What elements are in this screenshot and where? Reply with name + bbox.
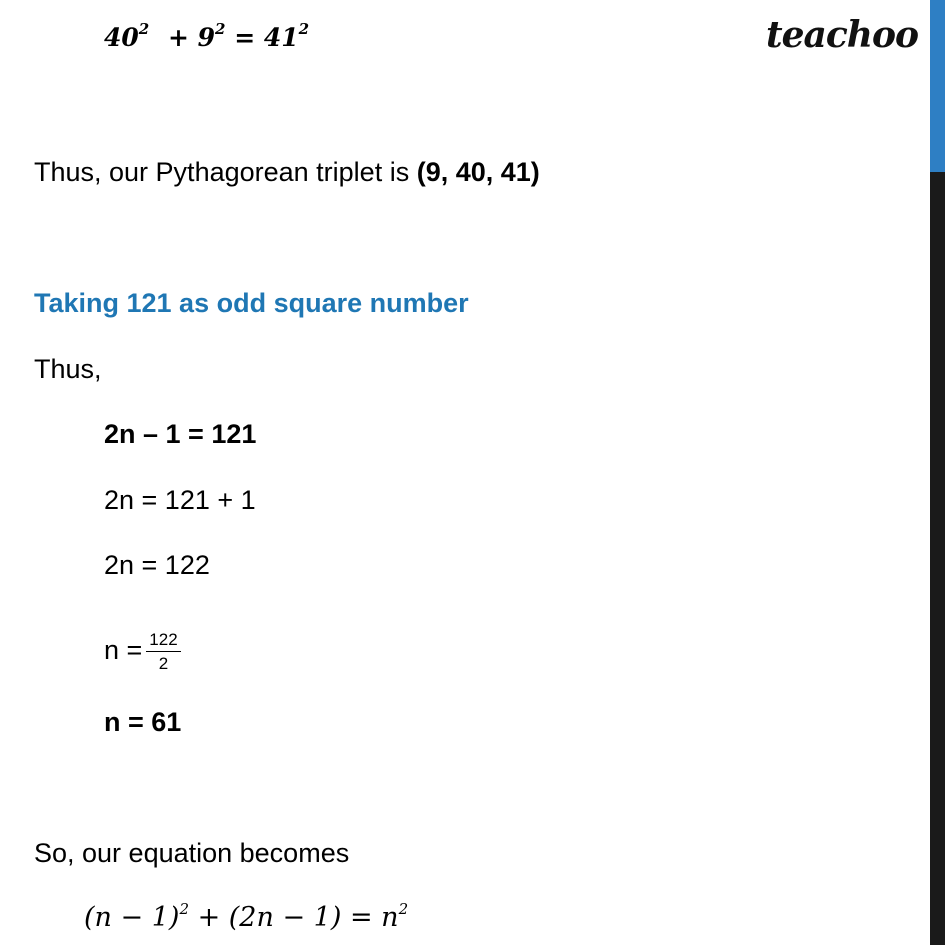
final-exp-2: 2 (398, 900, 409, 918)
thus-label: Thus, (34, 354, 102, 384)
side-scroll-bar (930, 0, 945, 945)
section-heading: Taking 121 as odd square number (34, 288, 469, 318)
eq-equals: = (234, 23, 256, 52)
top-equation (104, 22, 309, 54)
eq-term-9: 9 (197, 23, 216, 52)
fraction (146, 630, 180, 674)
final-lhs: (n − 1) (84, 902, 180, 933)
eq-plus: + (167, 23, 189, 52)
final-middle: + (2n − 1) = n (188, 902, 399, 933)
step-equation-3: 2n = 122 (104, 550, 210, 580)
triplet-prefix: Thus, our Pythagorean triplet is (34, 157, 417, 187)
fraction-numerator: 122 (146, 630, 180, 652)
fraction-denominator: 2 (158, 653, 169, 673)
step-equation-1: 2n – 1 = 121 (104, 419, 257, 449)
eq-term-41: 41 (263, 23, 299, 52)
side-bar-accent (930, 0, 945, 172)
eq-exp-41: 2 (298, 20, 310, 38)
step-equation-2: 2n = 121 + 1 (104, 485, 256, 515)
conclusion-label: So, our equation becomes (34, 838, 350, 868)
eq-exp-9: 2 (215, 20, 226, 38)
step-equation-5: n = 61 (104, 707, 182, 737)
triplet-statement (34, 156, 540, 188)
teachoo-logo: teachoo (766, 14, 918, 56)
step-equation-4 (104, 626, 181, 674)
eq-term-40: 40 (104, 23, 139, 52)
triplet-value: (9, 40, 41) (416, 157, 540, 187)
step4-prefix: n = (104, 635, 143, 665)
eq-exp-40: 2 (138, 20, 150, 38)
final-exp-1: 2 (179, 900, 189, 918)
final-equation (84, 902, 408, 934)
